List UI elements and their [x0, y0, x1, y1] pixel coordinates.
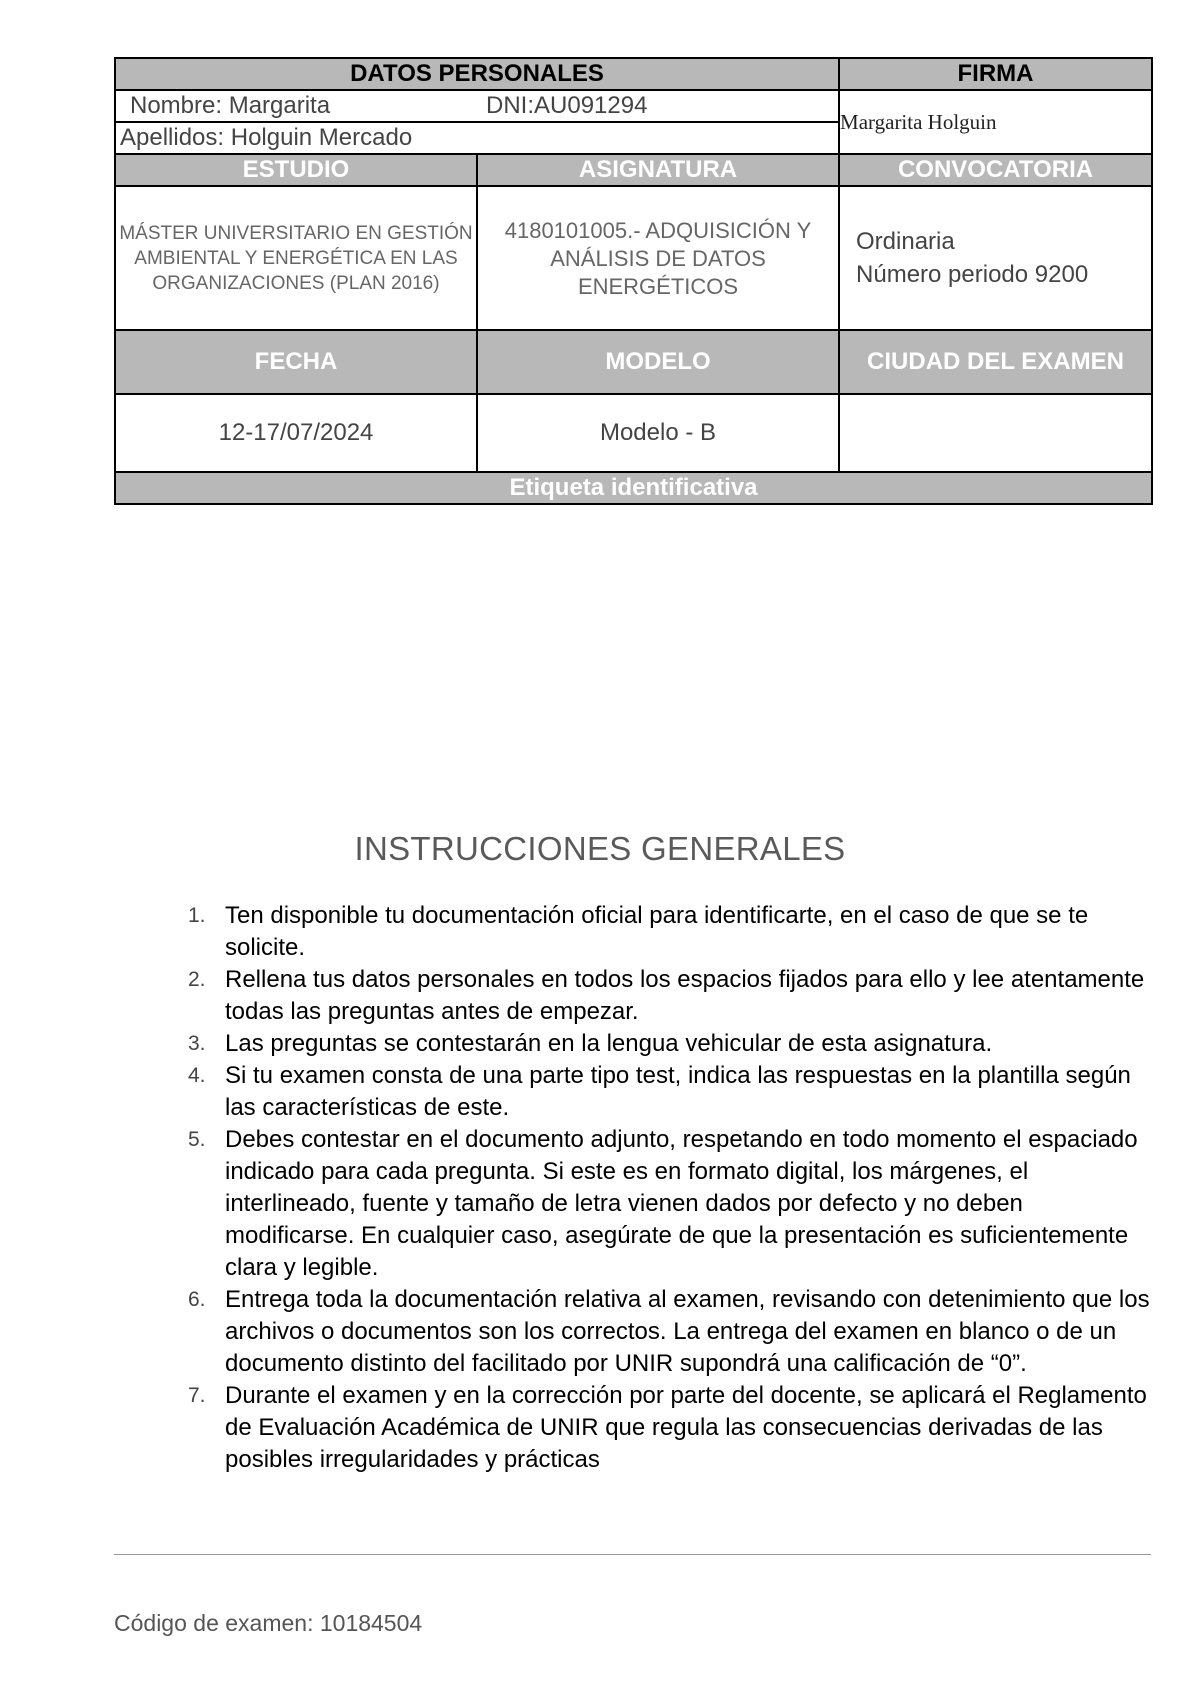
subject-header: ASIGNATURA: [477, 154, 839, 186]
item-text: Rellena tus datos personales en todos los espacios fijados para ello y lee atentamente todas las preguntas antes de empezar.: [225, 966, 1145, 1025]
list-item: [180, 1124, 1150, 1284]
item-text: Ten disponible tu documentación oficial para identificarte, en el caso de que se te solicite.: [225, 902, 1089, 961]
footer-divider: [114, 1554, 1151, 1555]
item-number: 2.: [188, 968, 206, 991]
model-header: MODELO: [477, 330, 839, 394]
surname-field: Apellidos: Holguin Mercado: [115, 122, 839, 154]
study-value: MÁSTER UNIVERSITARIO EN GESTIÓN AMBIENTAL Y ENERGÉTICA EN LAS ORGANIZACIONES (PLAN 2016): [115, 186, 477, 330]
call-value: [839, 186, 1152, 330]
item-number: 1.: [188, 904, 206, 927]
item-number: 4.: [188, 1064, 206, 1087]
study-header: ESTUDIO: [115, 154, 477, 186]
personal-data-header: DATOS PERSONALES: [115, 58, 839, 90]
signature-value: Margarita Holguin: [839, 90, 1152, 154]
call-period: Número periodo 9200: [856, 261, 1089, 288]
call-header: CONVOCATORIA: [839, 154, 1152, 186]
item-text: Las preguntas se contestarán en la lengua vehicular de esta asignatura.: [225, 1030, 993, 1057]
name-row: [115, 90, 839, 122]
list-item: [180, 964, 1150, 1028]
signature-header: FIRMA: [839, 58, 1152, 90]
date-header: FECHA: [115, 330, 477, 394]
list-item: [180, 900, 1150, 964]
list-item: [180, 1028, 1150, 1060]
id-label-header: Etiqueta identificativa: [115, 472, 1152, 504]
item-text: Debes contestar en el documento adjunto, respetando en todo momento el espaciado indicado para cada pregunta. Si este es en formato digital, los márgenes, el interlineado, fuente y tamaño de letra vienen dados por defecto y no deben modificarse. En cualquier caso, asegúrate de que la presentación es suficientemente clara y legible.: [225, 1126, 1138, 1281]
item-number: 3.: [188, 1032, 206, 1055]
item-number: 6.: [188, 1288, 206, 1311]
city-header: CIUDAD DEL EXAMEN: [839, 330, 1152, 394]
dni-field: DNI:AU091294: [486, 92, 648, 119]
exam-header-table: [114, 57, 1153, 505]
date-value: 12-17/07/2024: [115, 394, 477, 472]
instructions-list: [180, 900, 1150, 1476]
call-type: Ordinaria: [856, 228, 955, 255]
model-value: Modelo - B: [477, 394, 839, 472]
item-text: Si tu examen consta de una parte tipo test, indica las respuestas en la plantilla según las características de este.: [225, 1062, 1131, 1121]
list-item: [180, 1284, 1150, 1380]
item-text: Durante el examen y en la corrección por parte del docente, se aplicará el Reglamento de Evaluación Académica de UNIR que regula las consecuencias derivadas de las posibles irregularidades y prácticas: [225, 1382, 1147, 1473]
item-number: 7.: [188, 1384, 206, 1407]
subject-value: 4180101005.- ADQUISICIÓN Y ANÁLISIS DE DATOS ENERGÉTICOS: [477, 186, 839, 330]
list-item: [180, 1060, 1150, 1124]
item-text: Entrega toda la documentación relativa al examen, revisando con detenimiento que los archivos o documentos son los correctos. La entrega del examen en blanco o de un documento distinto del facilitado por UNIR supondrá una calificación de “0”.: [225, 1286, 1150, 1377]
item-number: 5.: [188, 1128, 206, 1151]
city-value: [839, 394, 1152, 472]
list-item: [180, 1380, 1150, 1476]
exam-code: Código de examen: 10184504: [114, 1610, 423, 1636]
instructions-title: INSTRUCCIONES GENERALES: [354, 830, 846, 867]
name-field: Nombre: Margarita: [130, 92, 331, 119]
